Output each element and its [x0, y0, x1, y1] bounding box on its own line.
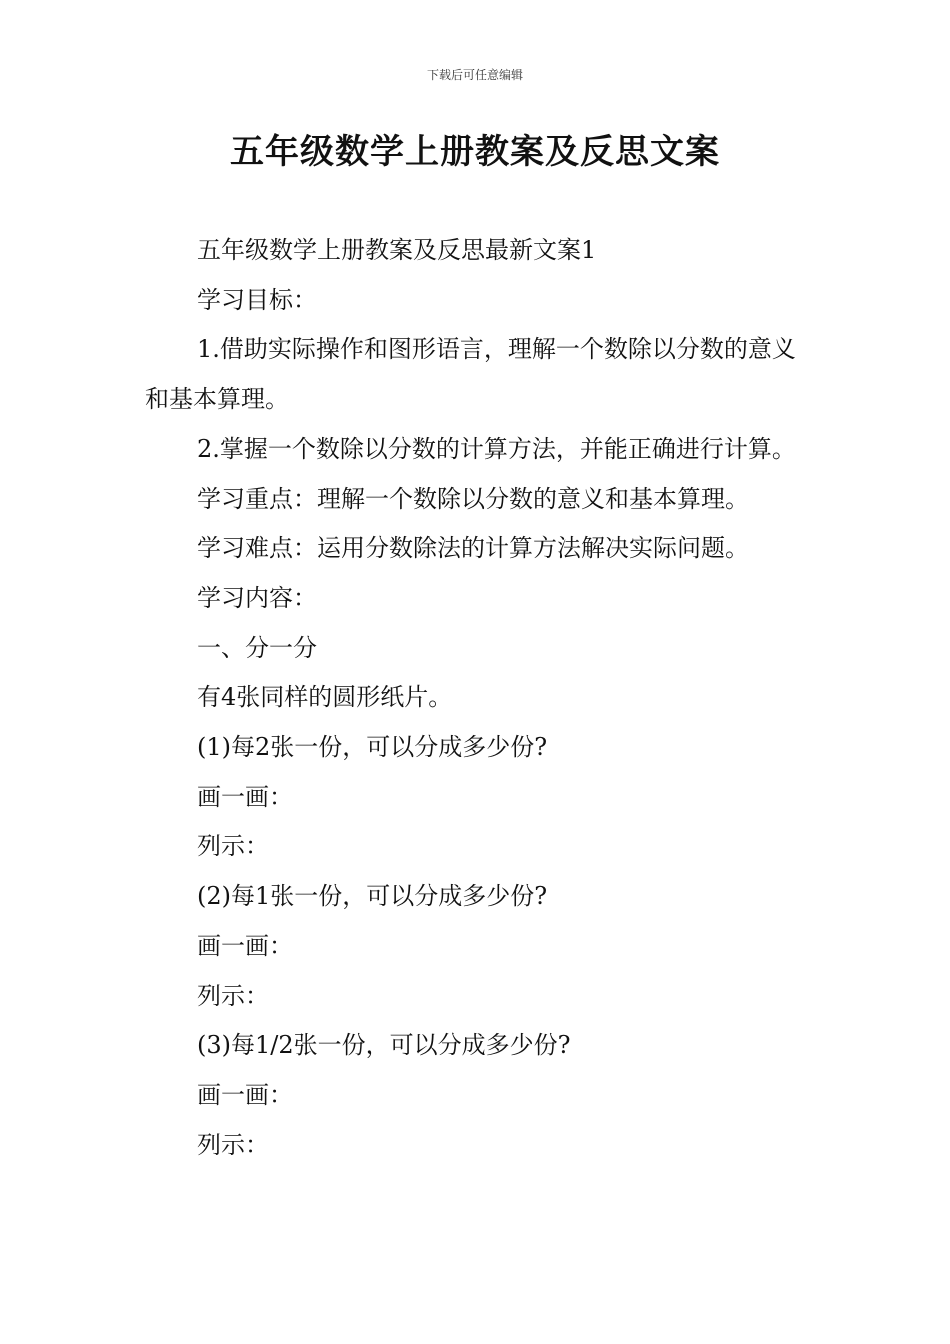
- paragraph: (3)每1/2张一份，可以分成多少份?: [197, 1031, 571, 1060]
- paragraph: 2.掌握一个数除以分数的计算方法，并能正确进行计算。: [197, 434, 796, 463]
- paragraph: 学习难点：运用分数除法的计算方法解决实际问题。: [197, 534, 749, 563]
- paragraph: 1.借助实际操作和图形语言，理解一个数除以分数的意义和基本算理。: [145, 335, 796, 414]
- paragraph: 学习目标：: [197, 285, 317, 314]
- paragraph: 学习内容：: [197, 583, 317, 612]
- document-body: [145, 226, 807, 1170]
- document-title: 五年级数学上册教案及反思文案: [230, 132, 720, 172]
- paragraph: 画一画：: [197, 931, 293, 960]
- paragraph: 五年级数学上册教案及反思最新文案1: [197, 236, 597, 264]
- header-note: 下载后可任意编辑: [426, 68, 523, 82]
- paragraph: (1)每2张一份，可以分成多少份?: [197, 733, 548, 762]
- paragraph: 一、分一分: [197, 633, 317, 662]
- paragraph: 画一画：: [197, 782, 293, 811]
- paragraph: 列示：: [197, 832, 269, 861]
- paragraph: 画一画：: [197, 1080, 293, 1109]
- paragraph: (2)每1张一份，可以分成多少份?: [197, 882, 548, 911]
- paragraph: 学习重点：理解一个数除以分数的意义和基本算理。: [197, 484, 749, 513]
- paragraph: 列示：: [197, 1130, 269, 1159]
- paragraph: 有4张同样的圆形纸片。: [197, 683, 453, 712]
- paragraph: 列示：: [197, 981, 269, 1010]
